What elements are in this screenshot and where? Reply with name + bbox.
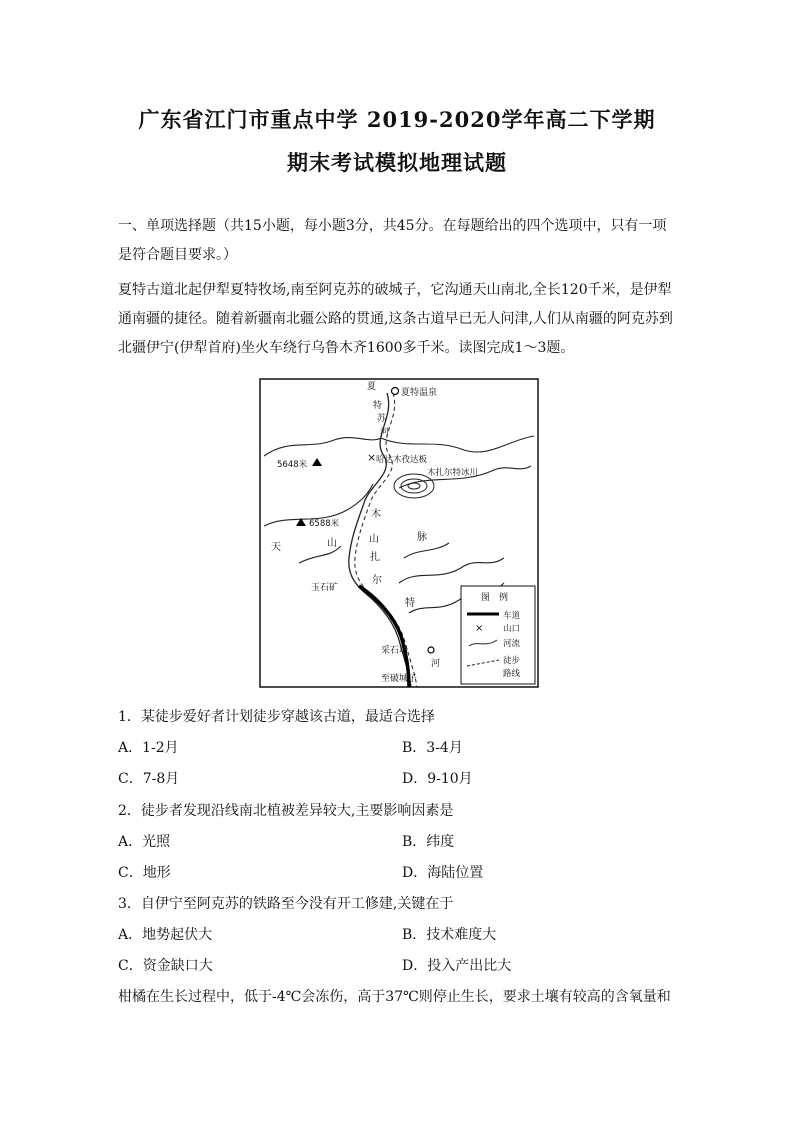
question-1-option-c: C．7-8月	[118, 771, 180, 787]
question-2-option-d: D．海陆位置	[402, 865, 484, 881]
label-peak-6588: 6588米	[309, 519, 340, 529]
label-glacier: 木扎尔特冰川	[427, 468, 479, 478]
question-1-option-a: A．1-2月	[118, 740, 179, 756]
legend-road: 车道	[503, 611, 521, 621]
pass-marker: ×	[367, 451, 377, 464]
question-2-option-a: A．光照	[118, 834, 171, 850]
section-instructions: 一、单项选择题（共15小题，每小题3分，共45分。在每题给出的四个选项中，只有一项是符合题目要求。）	[118, 218, 667, 263]
question-1-option-b: B．3-4月	[402, 740, 463, 756]
legend-trail-1: 徒步	[503, 656, 521, 666]
page-title-line1: 广东省江门市重点中学 2019-2020学年高二下学期	[138, 107, 656, 132]
question-3-option-a: A．地势起伏大	[118, 927, 213, 943]
label-zha: 扎	[370, 552, 380, 563]
label-mu: 木	[371, 509, 381, 520]
legend-river: 河流	[503, 639, 521, 649]
label-mai: 脉	[417, 532, 427, 543]
page-title-line2: 期末考试模拟地理试题	[287, 150, 507, 175]
label-he2: 河	[431, 659, 441, 669]
quarry-point	[428, 647, 434, 653]
label-te: 特	[373, 401, 383, 411]
label-to-pochengzi: 至破城子	[381, 674, 418, 684]
question-2-option-c: C．地形	[118, 865, 171, 881]
map-figure	[259, 378, 539, 688]
label-er: 尔	[372, 575, 382, 586]
legend-pass-symbol: ×	[475, 623, 484, 634]
passage-citrus: 柑橘在生长过程中，低于-4℃会冻伤，高于37℃则停止生长，要求土壤有较高的含氧量和	[118, 989, 671, 1005]
legend-pass: 山口	[503, 624, 521, 634]
label-caishichang: 采石场	[381, 646, 409, 656]
legend-title: 图 例	[481, 593, 509, 603]
question-3-option-d: D．投入产出比大	[402, 958, 512, 974]
label-yushikuang: 玉石矿	[311, 583, 339, 593]
map-legend	[461, 586, 535, 684]
map-svg	[259, 378, 539, 688]
label-he: 河	[380, 428, 390, 438]
label-su: 苏	[377, 414, 387, 424]
question-2-stem: 2．徒步者发现沿线南北植被差异较大,主要影响因素是	[118, 803, 454, 819]
legend-trail-2: 路线	[503, 669, 521, 679]
question-2-option-b: B．纬度	[402, 834, 455, 850]
label-shan: 山	[327, 538, 337, 549]
label-xiate-hotspring: 夏特温泉	[401, 388, 438, 398]
question-3-option-b: B．技术难度大	[402, 927, 497, 943]
label-hadamu-pass: 哈达木孜达板	[376, 455, 428, 465]
question-3-option-c: C．资金缺口大	[118, 958, 213, 974]
passage-xiate-road: 夏特古道北起伊犁夏特牧场,南至阿克苏的破城子，它沟通天山南北,全长120千米，是伊犁通南疆的捷径。随着新疆南北疆公路的贯通,这条古道早已无人问津,人们从南疆的阿克苏到北疆伊宁(伊犁首府)坐火车绕行乌鲁木齐1600多千米。读图完成1～3题。	[118, 282, 673, 356]
hotspring-point	[392, 388, 399, 395]
question-1-stem: 1．某徒步爱好者计划徒步穿越该古道，最适合选择	[118, 709, 435, 725]
label-peak-5648: 5648米	[277, 460, 308, 470]
question-3-stem: 3．自伊宁至阿克苏的铁路至今没有开工修建,关键在于	[118, 896, 454, 912]
label-te2: 特	[405, 598, 415, 609]
label-tian: 天	[271, 542, 281, 553]
question-1-option-d: D．9-10月	[402, 771, 473, 787]
label-xia: 夏	[367, 382, 377, 392]
label-shan2: 山	[369, 534, 379, 545]
